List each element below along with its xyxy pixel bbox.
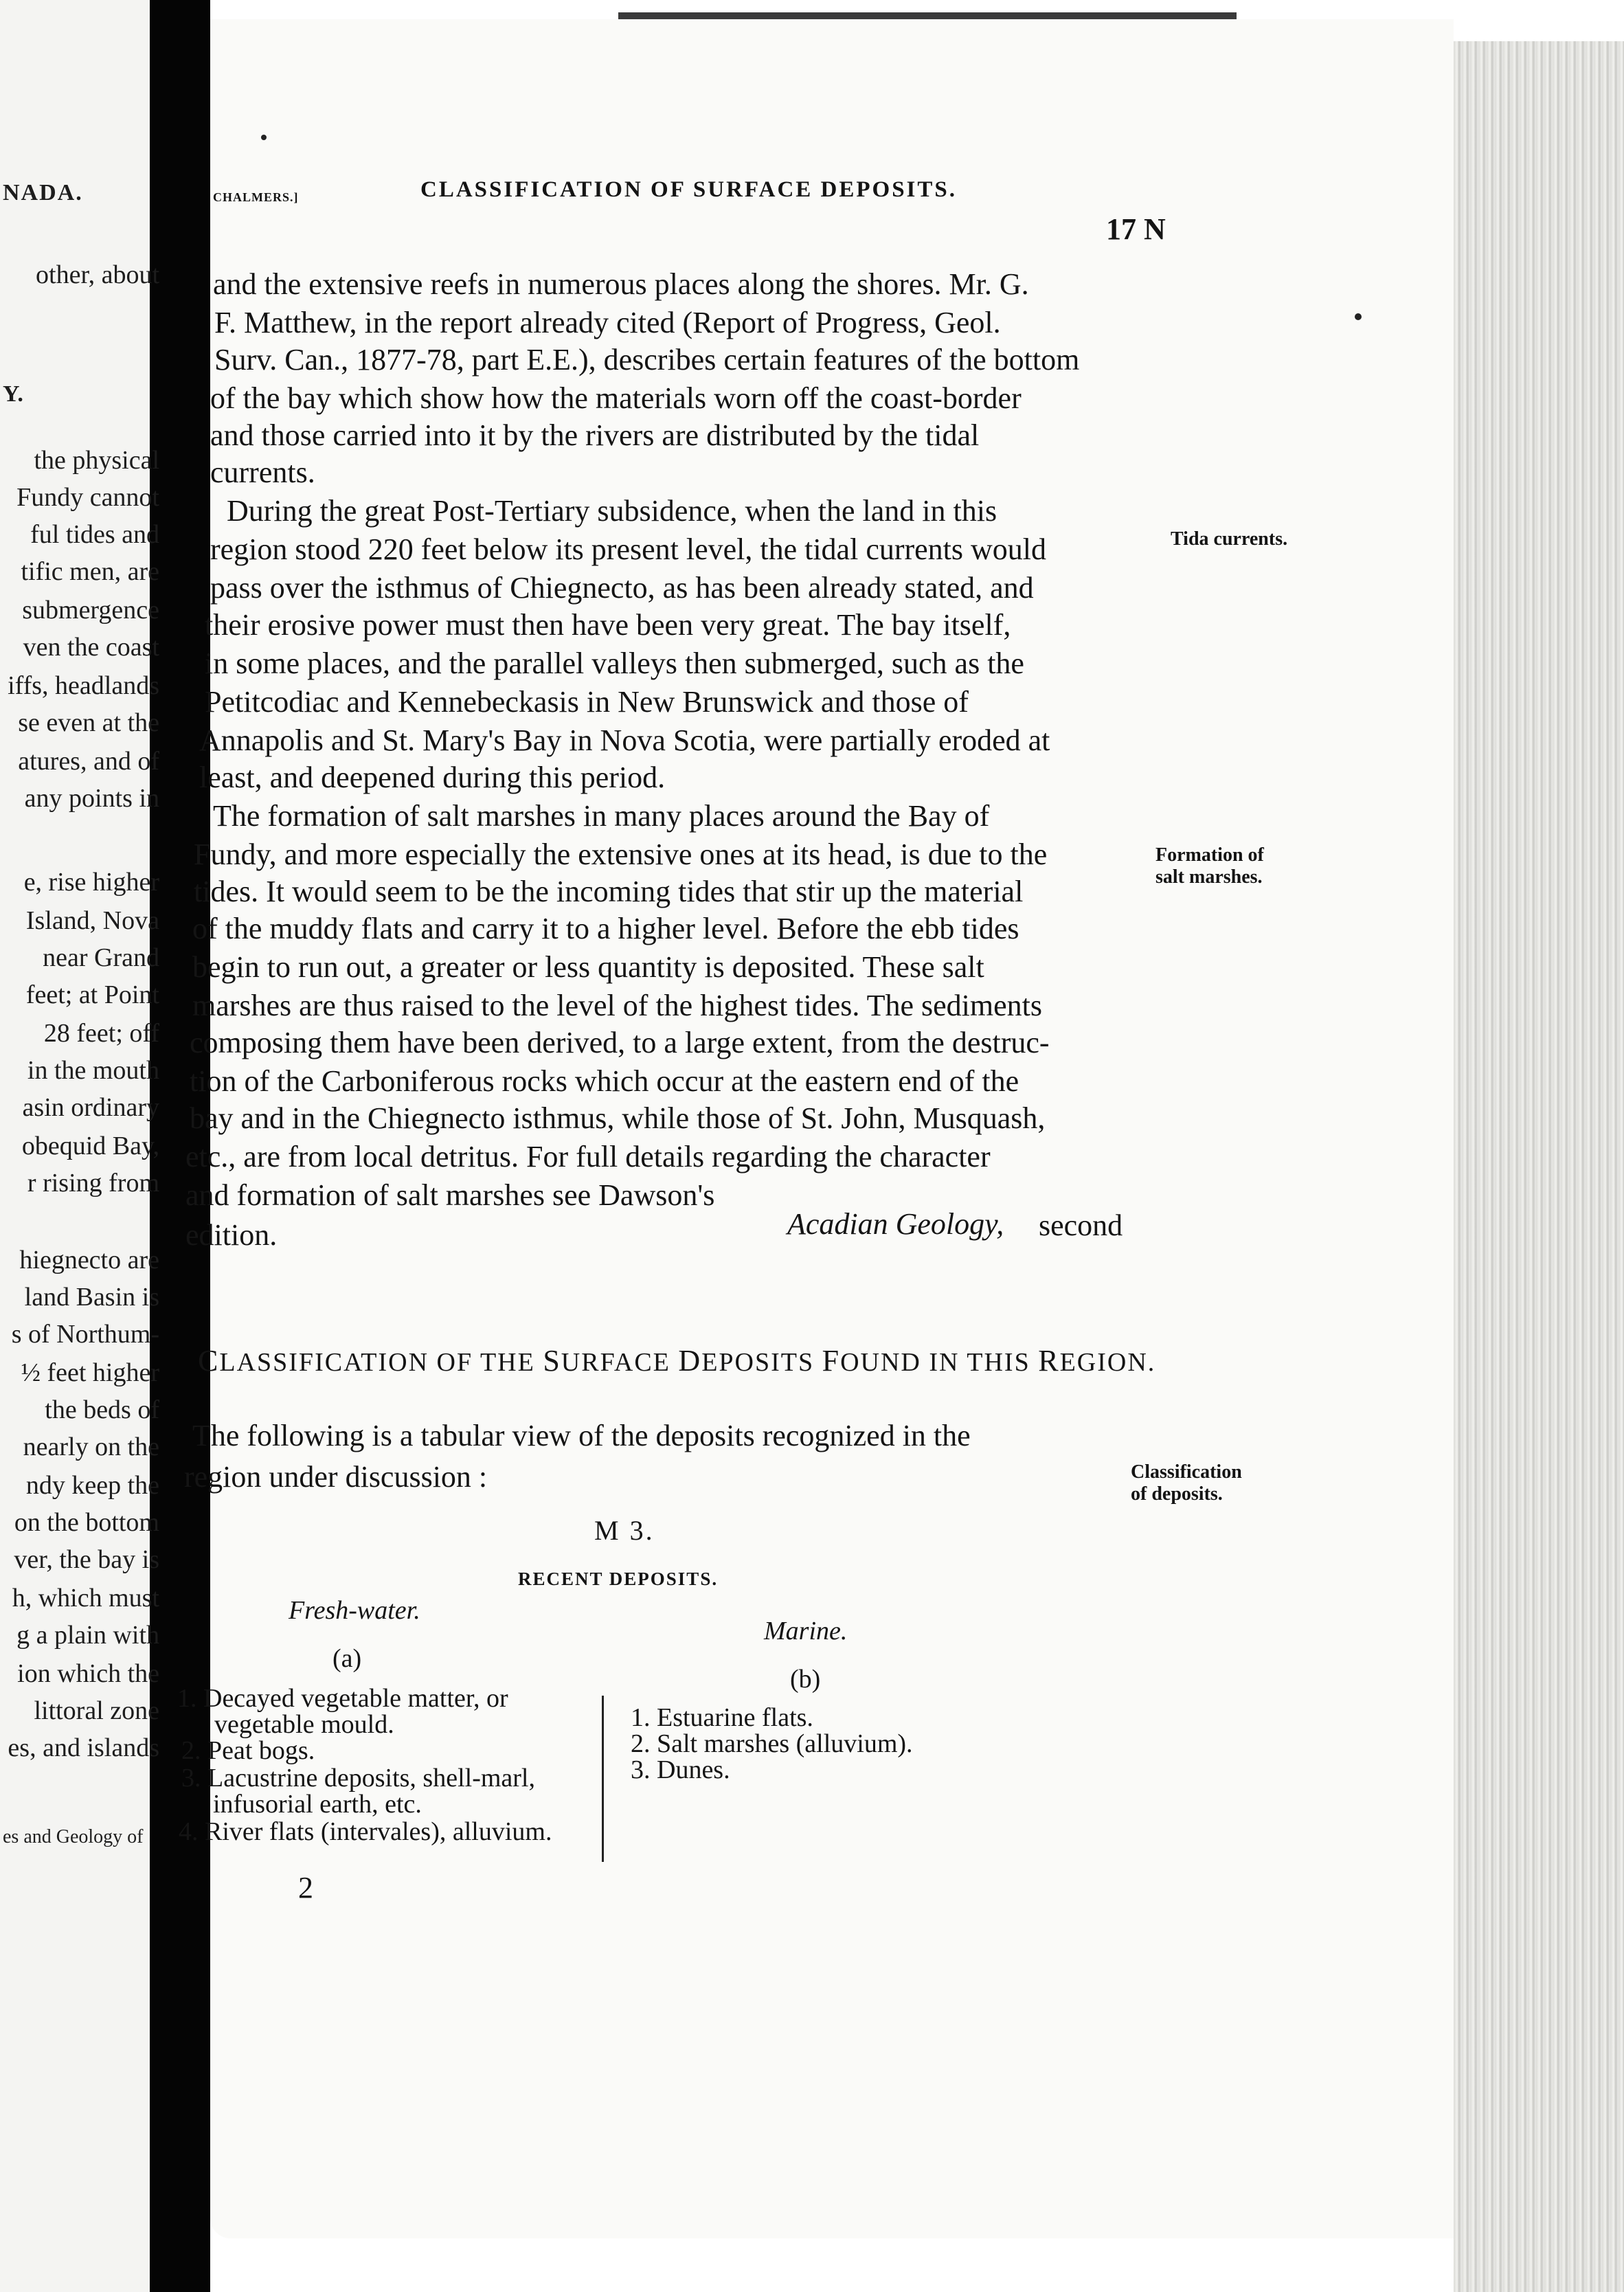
section-title-rest: EPOSITS	[701, 1348, 822, 1377]
text-line: bay and in the Chiegnecto isthmus, while those of St. John, Musquash,	[190, 1101, 1046, 1135]
text-line: edition.	[185, 1218, 278, 1252]
left-page-line: g a plain with	[16, 1621, 159, 1650]
section-title-cap: D	[678, 1344, 702, 1378]
page-number: 17 N	[1106, 212, 1166, 246]
text-line: and those carried into it by the rivers are distributed by the tidal	[210, 418, 980, 452]
left-page-line: hiegnecto are	[19, 1246, 159, 1274]
left-page-line: ful tides and	[30, 520, 159, 549]
left-page-line: asin ordinary	[22, 1093, 159, 1122]
left-page-line: ver, the bay is	[14, 1545, 159, 1574]
section-title	[198, 1343, 1155, 1378]
text-line: Annapolis and St. Mary's Bay in Nova Scotia, were partially eroded at	[199, 723, 1050, 757]
marine-letter: (b)	[790, 1665, 821, 1694]
left-page-line: iffs, headlands	[8, 671, 159, 700]
text-line: region stood 220 feet below its present level, the tidal currents would	[210, 532, 1047, 566]
text-line: composing them have been derived, to a large extent, from the destruc-	[190, 1026, 1050, 1059]
left-page-header: NADA.	[3, 180, 83, 205]
text-line: of the muddy flats and carry it to a higher level. Before the ebb tides	[192, 912, 1019, 945]
left-page-line: littoral zone	[34, 1696, 159, 1725]
left-page-line: tific men, are	[21, 557, 159, 586]
text-line: begin to run out, a greater or less quantity is deposited. These salt	[192, 950, 984, 984]
left-page-line: on the bottom	[14, 1508, 159, 1537]
left-page-line: Island, Nova	[25, 906, 159, 935]
left-page-line: feet; at Point	[25, 980, 159, 1009]
fresh-water-letter: (a)	[332, 1644, 362, 1673]
section-title-rest: EGION.	[1059, 1348, 1156, 1377]
left-page-line: h, which must	[12, 1584, 159, 1613]
table-label: M 3.	[594, 1515, 655, 1546]
fresh-water-item: 4. River flats (intervales), alluvium.	[179, 1817, 552, 1846]
left-page-line: ion which the	[17, 1659, 159, 1688]
signature-number: 2	[298, 1871, 313, 1905]
table-heading: RECENT DEPOSITS.	[518, 1569, 719, 1589]
left-page-line: s of Northum-	[11, 1320, 159, 1349]
left-page-line: Fundy cannot	[16, 483, 159, 512]
section-title-rest: LASSIFICATION OF THE	[219, 1348, 543, 1377]
sidenote-salt-marshes-1: Formation of	[1155, 844, 1264, 866]
left-page-line: land Basin is	[24, 1283, 159, 1312]
section-title-rest: OUND IN THIS	[840, 1348, 1039, 1377]
left-page-line: any points in	[24, 784, 159, 813]
left-page-subhead: Y.	[3, 381, 23, 407]
fresh-water-item-cont: infusorial earth, etc.	[213, 1790, 422, 1819]
left-page-line: obequid Bay,	[21, 1132, 159, 1160]
text-line: etc., are from local detritus. For full details regarding the character	[185, 1140, 991, 1173]
text-line: in some places, and the parallel valleys then submerged, such as the	[205, 647, 1024, 680]
fresh-water-item: 2. Peat bogs.	[181, 1736, 315, 1765]
table-divider	[602, 1696, 604, 1862]
text-line: tion of the Carboniferous rocks which occur at the eastern end of the	[190, 1064, 1019, 1098]
text-line: Surv. Can., 1877-78, part E.E.), describes certain features of the bottom	[214, 343, 1080, 377]
left-page-line: se even at the	[18, 708, 159, 737]
text-line: and the extensive reefs in numerous places along the shores. Mr. G.	[213, 267, 1029, 301]
text-line: of the bay which show how the materials worn off the coast-border	[210, 381, 1022, 415]
text-line: Fundy, and more especially the extensive ones at its head, is due to the	[194, 838, 1048, 871]
text-line: The formation of salt marshes in many places around the Bay of	[213, 799, 990, 833]
section-title-cap: R	[1038, 1344, 1060, 1378]
text-line: marshes are thus raised to the level of the highest tides. The sediments	[192, 989, 1042, 1022]
left-page-line: ven the coast	[23, 633, 159, 662]
text-line: Petitcodiac and Kennebeckasis in New Brunswick and those of	[205, 685, 969, 719]
speck	[1355, 313, 1362, 320]
section-title-cap: S	[543, 1344, 561, 1378]
citation-after: second	[1039, 1209, 1123, 1242]
fresh-water-item: 3. Lacustrine deposits, shell-marl,	[181, 1764, 535, 1793]
left-page-line: ndy keep the	[25, 1471, 159, 1500]
sidenote-classification-2: of deposits.	[1131, 1483, 1223, 1505]
page-edges	[1454, 41, 1624, 2292]
sidenote-tidal-currents: Tida currents.	[1171, 528, 1288, 550]
left-page-line: 28 feet; off	[43, 1019, 159, 1048]
left-page-line: es, and islands	[8, 1733, 159, 1762]
citation-title: Acadian Geology,	[787, 1207, 1004, 1241]
text-line: least, and deepened during this period.	[199, 761, 666, 794]
running-head-title: CLASSIFICATION OF SURFACE DEPOSITS.	[420, 177, 958, 202]
text-line: F. Matthew, in the report already cited (Report of Progress, Geol.	[214, 306, 1001, 339]
intro-line: The following is a tabular view of the deposits recognized in the	[192, 1419, 971, 1452]
section-title-cap: F	[822, 1344, 841, 1378]
left-page-line: submergence	[22, 596, 159, 625]
text-line: During the great Post-Tertiary subsidence, when the land in this	[227, 494, 997, 528]
speck	[261, 135, 267, 140]
section-title-rest: URFACE	[561, 1348, 679, 1377]
left-page-line: nearly on the	[23, 1432, 159, 1461]
marine-item: 3. Dunes.	[631, 1755, 730, 1784]
left-page-line: other, about	[36, 260, 159, 289]
marine-item: 1. Estuarine flats.	[631, 1703, 813, 1732]
left-page-line: e, rise higher	[23, 868, 159, 897]
left-page-line: near Grand	[43, 943, 159, 972]
left-page-line: ½ feet higher	[21, 1358, 159, 1387]
marine-title: Marine.	[764, 1617, 848, 1645]
fresh-water-item: 1. Decayed vegetable matter, or	[177, 1684, 508, 1713]
running-head-author: CHALMERS.]	[213, 190, 299, 204]
left-page-line: r rising from	[27, 1169, 159, 1198]
intro-line: region under discussion :	[184, 1460, 488, 1494]
fresh-water-title: Fresh-water.	[289, 1596, 420, 1625]
text-line: currents.	[210, 456, 315, 489]
marine-item: 2. Salt marshes (alluvium).	[631, 1729, 913, 1758]
text-line: and formation of salt marshes see Dawson's	[185, 1178, 715, 1212]
left-page-line: the physical	[34, 446, 159, 475]
section-title-cap: C	[198, 1344, 220, 1378]
text-line: pass over the isthmus of Chiegnecto, as has been already stated, and	[210, 571, 1034, 605]
text-line: their erosive power must then have been very great. The bay itself,	[205, 608, 1011, 642]
scan-shadow	[618, 12, 1237, 19]
sidenote-classification-1: Classification	[1131, 1461, 1242, 1483]
left-page-line: the beds of	[45, 1395, 159, 1424]
left-page-line: atures, and of	[18, 747, 159, 776]
sidenote-salt-marshes-2: salt marshes.	[1155, 866, 1263, 888]
text-line: tides. It would seem to be the incoming tides that stir up the material	[194, 875, 1024, 908]
fresh-water-item-cont: vegetable mould.	[214, 1710, 394, 1739]
left-page-footer: es and Geology of	[3, 1826, 144, 1847]
left-page-line: in the mouth	[27, 1056, 159, 1085]
